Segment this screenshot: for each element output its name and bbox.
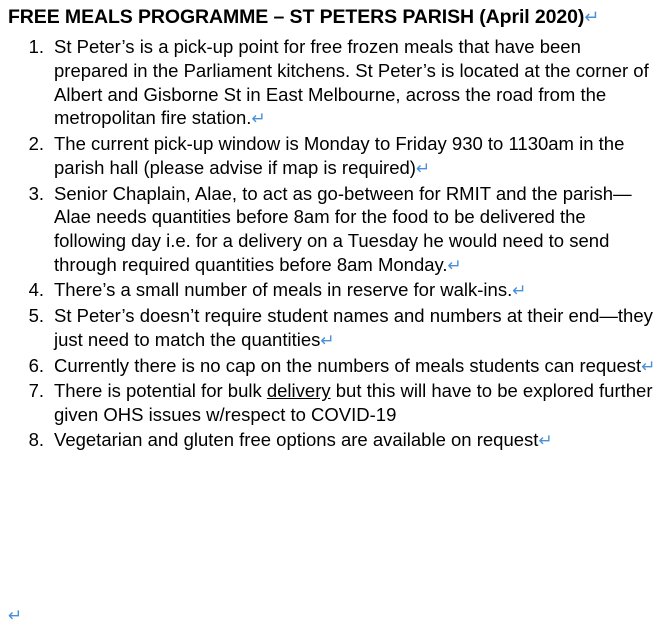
list-item bbox=[8, 278, 658, 303]
document-title bbox=[8, 6, 658, 29]
list-item bbox=[8, 182, 658, 278]
list-item-number: 7. bbox=[28, 380, 44, 402]
list-item-text: The current pick-up window is Monday to Friday 930 to 1130am in the parish hall (please advise if map is required) bbox=[54, 133, 625, 178]
paragraph-mark-icon: ↵ bbox=[320, 330, 335, 351]
document-title-text: FREE MEALS PROGRAMME – ST PETERS PARISH (April 2020) bbox=[8, 6, 585, 28]
list-item-text-before: There is potential for bulk bbox=[54, 380, 267, 402]
paragraph-mark-icon: ↵ bbox=[512, 281, 527, 302]
paragraph-mark-icon: ↵ bbox=[584, 7, 600, 28]
end-paragraph-mark-icon: ↵ bbox=[8, 606, 23, 626]
list-item bbox=[8, 428, 658, 453]
numbered-list bbox=[8, 35, 658, 452]
paragraph-mark-icon: ↵ bbox=[538, 430, 553, 451]
paragraph-mark-icon: ↵ bbox=[641, 356, 656, 377]
list-item-number: 3. bbox=[28, 182, 44, 204]
list-item-number: 4. bbox=[28, 279, 44, 301]
list-item-text: Senior Chaplain, Alae, to act as go-between for RMIT and the parish— Alae needs quantities before 8am for the food to be delivered the following day i.e. for a delivery on a Tuesday he would need to send through required quantities before 8am Monday. bbox=[54, 182, 632, 275]
list-item bbox=[8, 354, 658, 379]
list-item bbox=[8, 132, 658, 180]
list-item-text-after: but this will have to be explored further given OHS issues w/respect to COVID-19 bbox=[54, 380, 653, 425]
list-item-text: Vegetarian and gluten free options are available on request bbox=[54, 428, 539, 450]
paragraph-mark-icon: ↵ bbox=[447, 255, 462, 276]
list-item-text: St Peter’s is a pick-up point for free frozen meals that have been prepared in the Parliament kitchens. St Peter’s is located at the corner of Albert and Gisborne St in East Melbourne, across the road from the metropolitan fire station. bbox=[54, 36, 649, 129]
list-item-text-underlined: delivery bbox=[266, 380, 331, 402]
list-item-number: 8. bbox=[28, 428, 44, 450]
list-item-text: There’s a small number of meals in reserve for walk-ins. bbox=[54, 279, 513, 301]
list-item bbox=[8, 35, 658, 131]
list-item-number: 6. bbox=[28, 354, 44, 376]
list-item-number: 5. bbox=[28, 305, 44, 327]
paragraph-mark-icon: ↵ bbox=[251, 109, 266, 130]
paragraph-mark-icon: ↵ bbox=[415, 158, 431, 179]
list-item bbox=[8, 304, 658, 352]
list-item-number: 2. bbox=[28, 133, 44, 155]
list-item-text: St Peter’s doesn’t require student names and numbers at their end—they just need to match the quantities bbox=[54, 305, 653, 350]
list-item bbox=[8, 379, 658, 426]
list-item-number: 1. bbox=[28, 36, 44, 58]
list-item-text: Currently there is no cap on the numbers of meals students can request bbox=[54, 354, 642, 376]
